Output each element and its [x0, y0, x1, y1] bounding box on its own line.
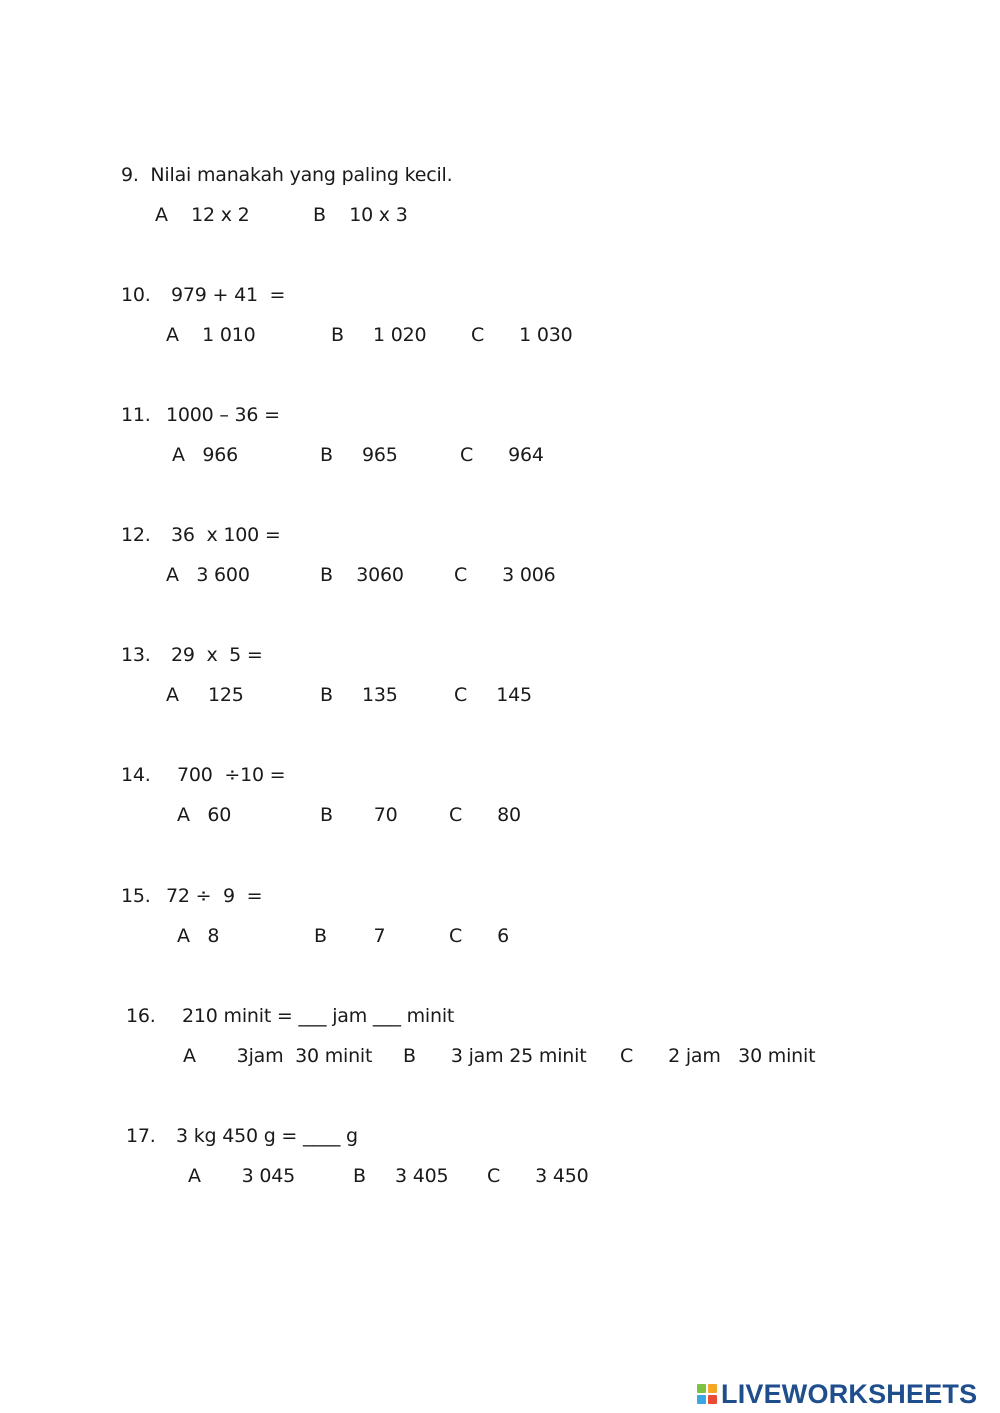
question-14-option-c: C 80 — [449, 804, 521, 826]
logo-mark-icon — [697, 1384, 717, 1404]
question-10-option-b: B 1 020 — [331, 324, 427, 346]
question-9-text: 9. Nilai manakah yang paling kecil. — [121, 164, 453, 186]
question-9-option-b: B 10 x 3 — [313, 204, 408, 226]
question-10-option-c: C 1 030 — [471, 324, 573, 346]
question-13-option-c: C 145 — [454, 684, 532, 706]
question-10-number: 10. — [121, 284, 151, 306]
question-17-option-c: C 3 450 — [487, 1165, 589, 1187]
question-11-option-b: B 965 — [320, 444, 398, 466]
question-11-option-c: C 964 — [460, 444, 544, 466]
question-11-text: 1000 – 36 = — [166, 404, 280, 426]
question-17-option-b: B 3 405 — [353, 1165, 449, 1187]
question-16-number: 16. — [126, 1005, 156, 1027]
liveworksheets-logo — [697, 1379, 977, 1409]
question-13-option-b: B 135 — [320, 684, 398, 706]
question-16-option-a: A 3jam 30 minit — [183, 1045, 373, 1067]
question-14-option-b: B 70 — [320, 804, 398, 826]
question-10-option-a: A 1 010 — [166, 324, 256, 346]
question-15-option-c: C 6 — [449, 925, 509, 947]
question-13-number: 13. — [121, 644, 151, 666]
question-13-option-a: A 125 — [166, 684, 244, 706]
question-12-text: 36 x 100 = — [171, 524, 281, 546]
question-12-option-b: B 3060 — [320, 564, 404, 586]
question-15-number: 15. — [121, 885, 151, 907]
question-11-number: 11. — [121, 404, 151, 426]
question-17-text: 3 kg 450 g = ____ g — [176, 1125, 358, 1147]
question-15-option-a: A 8 — [177, 925, 220, 947]
question-16-text: 210 minit = ___ jam ___ minit — [182, 1005, 455, 1027]
question-14-text: 700 ÷10 = — [177, 764, 286, 786]
question-12-option-c: C 3 006 — [454, 564, 556, 586]
question-16-option-c: C 2 jam 30 minit — [620, 1045, 816, 1067]
question-12-number: 12. — [121, 524, 151, 546]
question-17-option-a: A 3 045 — [188, 1165, 296, 1187]
question-13-text: 29 x 5 = — [171, 644, 263, 666]
question-11-option-a: A 966 — [172, 444, 238, 466]
logo-text: LIVEWORKSHEETS — [721, 1379, 978, 1409]
question-10-text: 979 + 41 = — [171, 284, 286, 306]
question-15-option-b: B 7 — [314, 925, 386, 947]
question-9-option-a: A 12 x 2 — [155, 204, 250, 226]
question-15-text: 72 ÷ 9 = — [166, 885, 263, 907]
question-14-number: 14. — [121, 764, 151, 786]
question-12-option-a: A 3 600 — [166, 564, 250, 586]
question-17-number: 17. — [126, 1125, 156, 1147]
question-14-option-a: A 60 — [177, 804, 232, 826]
question-16-option-b: B 3 jam 25 minit — [403, 1045, 587, 1067]
